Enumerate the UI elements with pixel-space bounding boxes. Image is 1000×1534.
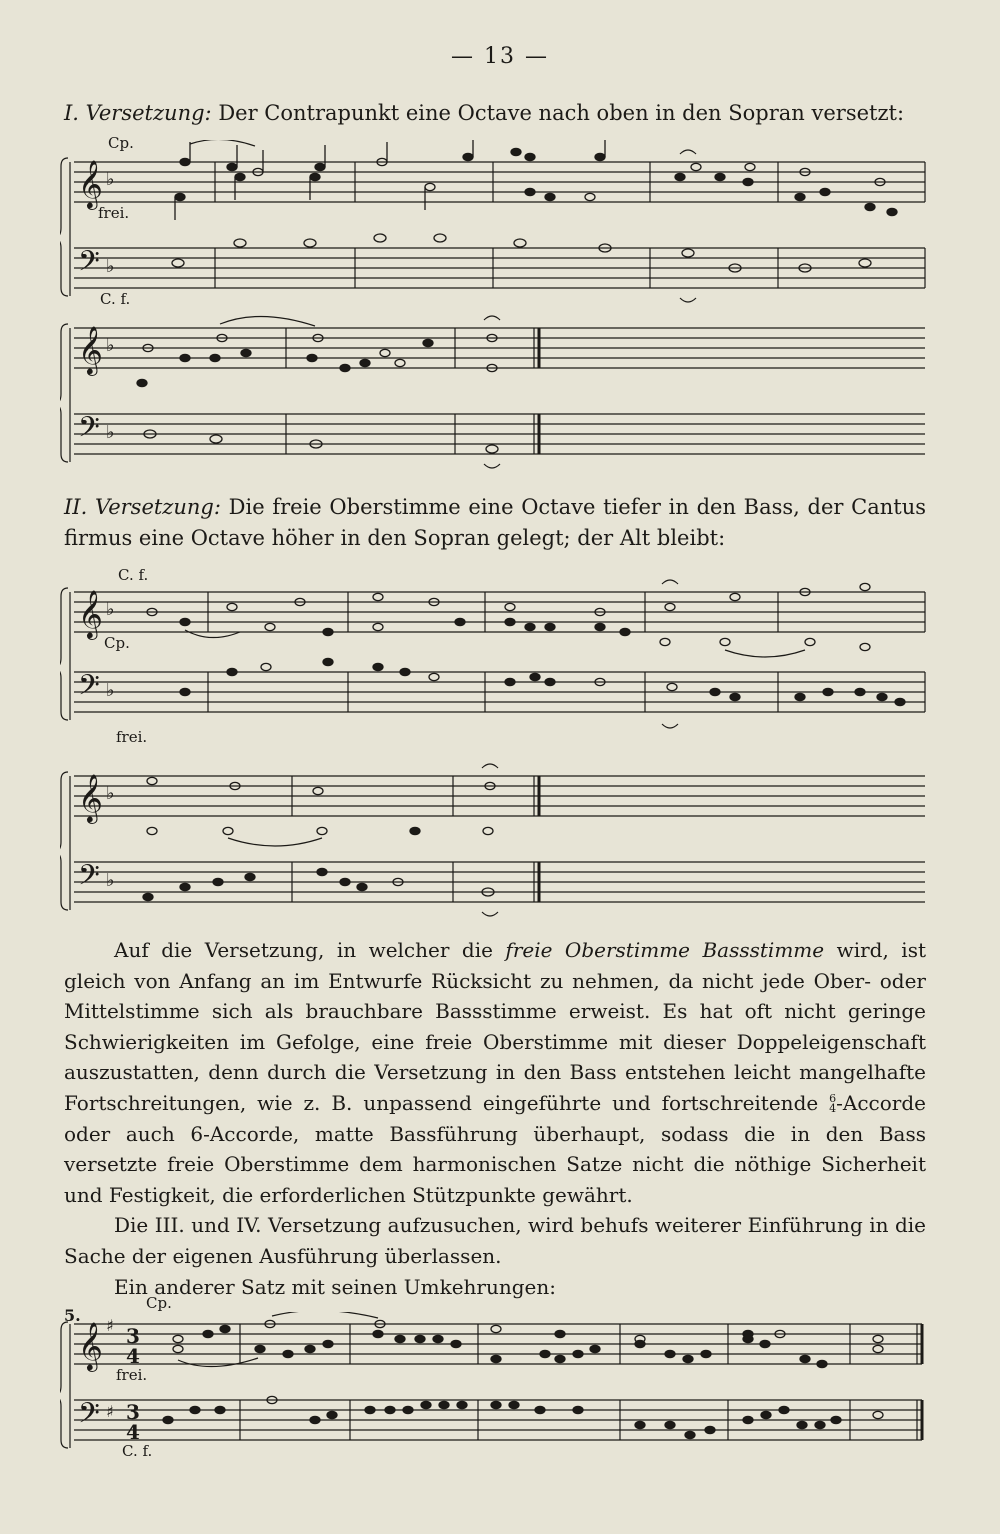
svg-text:𝄞: 𝄞 xyxy=(78,325,103,374)
svg-text:𝄢: 𝄢 xyxy=(78,1397,100,1437)
svg-text:𝄢: 𝄢 xyxy=(78,411,100,451)
cp-label: Cp. xyxy=(104,634,130,652)
svg-text:♯: ♯ xyxy=(106,1402,114,1421)
svg-text:𝄞: 𝄞 xyxy=(78,589,103,638)
example-5-system xyxy=(60,1294,930,1460)
time-sig-bottom-upper: 3 xyxy=(126,1400,140,1424)
section-1-system-2 xyxy=(60,310,930,480)
svg-text:𝄞: 𝄞 xyxy=(78,159,103,208)
music-score-graphic xyxy=(60,140,930,310)
body-text xyxy=(64,935,926,1302)
music-score-graphic xyxy=(60,758,930,928)
svg-text:𝄞: 𝄞 xyxy=(78,773,103,822)
section-2-title: II. Versetzung: xyxy=(64,495,221,519)
p1-emphasis: freie Oberstimme Bassstimme xyxy=(505,938,825,962)
p1-before: Auf die Versetzung, in welcher die xyxy=(114,938,493,962)
example-number: 5. xyxy=(64,1306,81,1325)
svg-text:♭: ♭ xyxy=(106,422,115,443)
svg-text:♭: ♭ xyxy=(106,169,115,190)
svg-text:♭: ♭ xyxy=(106,870,115,891)
cf-label: C. f. xyxy=(118,566,149,584)
figure-bottom: 4 xyxy=(829,1102,837,1116)
section-1-text: Der Contrapunkt eine Octave nach oben in den Sopran versetzt: xyxy=(218,101,905,125)
cp-label: Cp. xyxy=(146,1294,172,1312)
figure-top: 6 xyxy=(829,1092,837,1106)
paragraph-1 xyxy=(64,935,926,1210)
svg-text:𝄢: 𝄢 xyxy=(78,669,100,709)
music-score-graphic xyxy=(60,1312,930,1460)
cf-label: C. f. xyxy=(100,290,131,308)
time-sig-top-lower: 4 xyxy=(126,1344,140,1368)
section-2-text: Die freie Oberstimme eine Octave tiefer in den Bass, der Cantus firmus eine Octave höher in den Sopran gelegt; der Alt bleibt: xyxy=(64,495,927,550)
page-number: — 13 — xyxy=(451,44,549,69)
svg-text:♭: ♭ xyxy=(106,256,115,277)
svg-text:♭: ♭ xyxy=(106,783,115,804)
frei-label: frei. xyxy=(116,1366,148,1384)
svg-text:𝄞: 𝄞 xyxy=(78,1321,103,1370)
svg-text:♭: ♭ xyxy=(106,599,115,620)
svg-text:♭: ♭ xyxy=(106,680,115,701)
svg-text:𝄢: 𝄢 xyxy=(78,245,100,285)
time-sig-top-upper: 3 xyxy=(126,1324,140,1348)
p1-end: -Accorde oder auch 6-Accorde, matte Bassführung überhaupt, sodass die in den Bass versetzte freie Oberstimme dem harmonischen Satze nicht die nöthige Sicherheit und Festigkeit, die erforderlichen Stützpunkte gewährt. xyxy=(64,1090,926,1207)
section-1-title: I. Versetzung: xyxy=(64,101,212,125)
time-sig-bottom-lower: 4 xyxy=(126,1420,140,1444)
music-score-graphic xyxy=(60,310,930,480)
cp-label: Cp. xyxy=(108,134,134,152)
music-score-graphic xyxy=(60,572,930,742)
section-2-heading xyxy=(64,492,926,554)
section-2-system-2 xyxy=(60,758,930,928)
cf-label: C. f. xyxy=(122,1442,153,1460)
paragraph-2: Die III. und IV. Versetzung aufzusuchen, wird behufs weiterer Einführung in die Sache der eigenen Ausführung überlassen. xyxy=(64,1213,926,1268)
frei-label: frei. xyxy=(98,204,130,222)
svg-text:𝄢: 𝄢 xyxy=(78,859,100,899)
p1-after: wird, ist gleich von Anfang an im Entwurfe Rücksicht zu nehmen, da nicht jede Ober- oder Mittelstimme sich als brauchbare Bassstimme erweist. Es hat oft nicht geringe Schwierigkeiten im Gefolge, eine freie Oberstimme mit dieser Doppeleigenschaft auszustatten, denn durch die Versetzung in den Bass entstehen leicht mangelhafte Fortschreitungen, wie z. B. unpassend eingeführte und fortschreitende xyxy=(64,938,926,1115)
section-1-heading xyxy=(64,98,926,129)
svg-text:♯: ♯ xyxy=(106,1316,114,1335)
svg-text:♭: ♭ xyxy=(106,335,115,356)
frei-label: frei. xyxy=(116,728,148,746)
paragraph-3: Ein anderer Satz mit seinen Umkehrungen: xyxy=(114,1274,556,1299)
section-2-system-1 xyxy=(60,566,930,746)
section-1-system-1 xyxy=(60,134,930,310)
